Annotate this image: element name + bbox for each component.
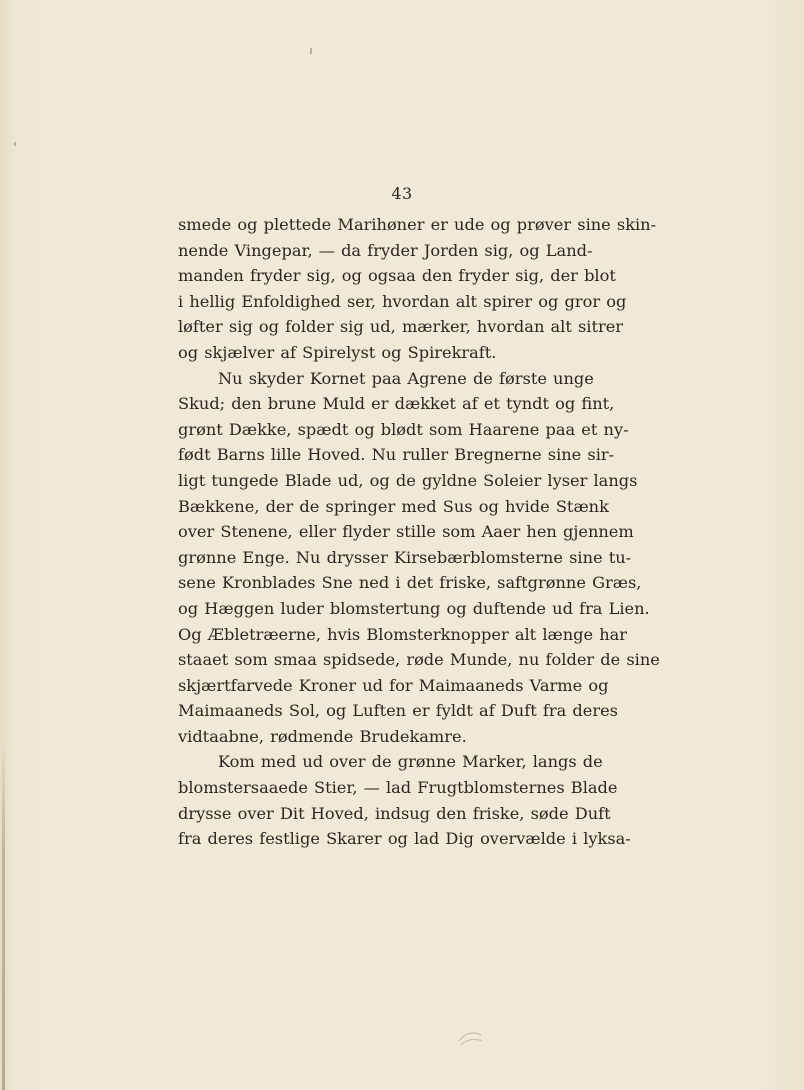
text-line: grønne Enge. Nu drysser Kirsebærblomsterne sine tu- [178, 547, 632, 567]
text-line: Nu skyder Kornet paa Agrene de første unge [218, 368, 594, 388]
text-line: staaet som smaa spidsede, røde Munde, nu folder de sine [178, 650, 660, 670]
faint-stamp-mark [455, 1025, 485, 1049]
text-line: grønt Dække, spædt og blødt som Haarene paa et ny- [178, 419, 629, 439]
text-line: og skjælver af Spirelyst og Spirekraft. [178, 342, 497, 362]
text-line: over Stenene, eller flyder stille som Aaer hen gjennem [178, 522, 634, 542]
text-line: sene Kronblades Sne ned i det friske, saftgrønne Græs, [178, 573, 642, 593]
page-number: 43 [391, 184, 413, 203]
text-line: født Barns lille Hoved. Nu ruller Bregnerne sine sir- [178, 445, 615, 465]
text-line: nende Vingepar, — da fryder Jorden sig, og Land- [178, 240, 593, 260]
text-line: skjærtfarvede Kroner ud for Maimaaneds Varme og [178, 675, 609, 695]
text-line: Bækkene, der de springer med Sus og hvide Stænk [178, 496, 609, 516]
text-line: og Hæggen luder blomstertung og duftende ud fra Lien. [178, 598, 650, 618]
text-line: løfter sig og folder sig ud, mærker, hvordan alt sitrer [178, 317, 624, 337]
text-line: Skud; den brune Muld er dækket af et tyndt og fint, [178, 394, 615, 414]
text-line: Og Æbletræerne, hvis Blomsterknopper alt længe har [178, 624, 628, 644]
paper-speck [14, 142, 16, 146]
paper-speck [310, 48, 312, 54]
text-line: i hellig Enfoldighed ser, hvordan alt spirer og gror og [178, 291, 627, 311]
body-text [178, 212, 660, 852]
text-line: ligt tungede Blade ud, og de gyldne Soleier lyser langs [178, 470, 638, 490]
text-line: fra deres festlige Skarer og lad Dig overvælde i lyksa- [178, 829, 631, 849]
text-line: manden fryder sig, og ogsaa den fryder sig, der blot [178, 266, 616, 286]
binding-edge-shadow [2, 740, 5, 1090]
text-line: vidtaabne, rødmende Brudekamre. [178, 726, 467, 746]
text-line: drysse over Dit Hoved, indsug den friske, søde Duft [178, 803, 611, 823]
text-line: Kom med ud over de grønne Marker, langs de [218, 752, 603, 772]
text-line: Maimaaneds Sol, og Luften er fyldt af Duft fra deres [178, 701, 618, 721]
text-line: blomstersaaede Stier, — lad Frugtblomsternes Blade [178, 778, 618, 798]
text-line: smede og plettede Marihøner er ude og prøver sine skin- [178, 215, 657, 234]
